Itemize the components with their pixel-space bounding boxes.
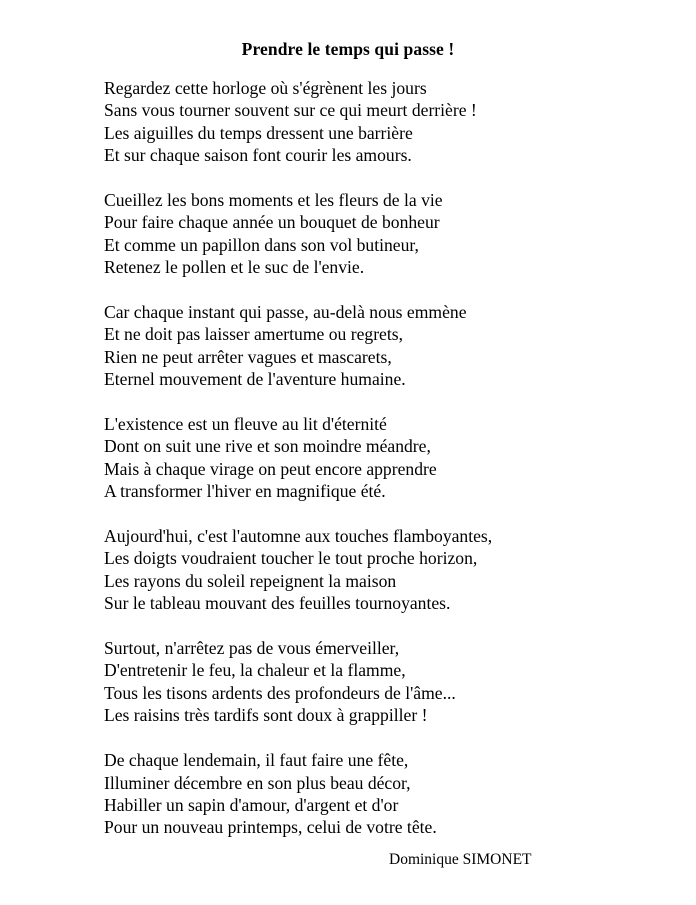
poem-line: Les rayons du soleil repeignent la maison — [104, 570, 397, 591]
poem-line: Et sur chaque saison font courir les amours. — [104, 145, 412, 166]
poem-line: Sans vous tourner souvent sur ce qui meurt derrière ! — [104, 100, 477, 121]
poem-line: Sur le tableau mouvant des feuilles tournoyantes. — [104, 593, 451, 614]
stanza — [104, 637, 624, 727]
poem-line: Tous les tisons ardents des profondeurs de l'âme... — [104, 682, 456, 703]
poem-line: Eternel mouvement de l'aventure humaine. — [104, 369, 406, 390]
poem-line: Les doigts voudraient toucher le tout proche horizon, — [104, 548, 478, 569]
poem-line: Pour faire chaque année un bouquet de bonheur — [104, 212, 440, 233]
poem-line: Les raisins très tardifs sont doux à grappiller ! — [104, 705, 428, 726]
poem-body — [104, 77, 624, 861]
stanza — [104, 77, 624, 167]
poem-line: L'existence est un fleuve au lit d'éternité — [104, 414, 387, 435]
poem-line: A transformer l'hiver en magnifique été. — [104, 481, 386, 502]
poem-line: Dont on suit une rive et son moindre méandre, — [104, 436, 431, 457]
poem-line: Regardez cette horloge où s'égrènent les jours — [104, 78, 427, 98]
stanza — [104, 189, 624, 279]
poem-line: Pour un nouveau printemps, celui de votre tête. — [104, 817, 437, 838]
poem-line: Rien ne peut arrêter vagues et mascarets, — [104, 346, 392, 367]
poem-line: Retenez le pollen et le suc de l'envie. — [104, 257, 365, 278]
poem-line: Surtout, n'arrêtez pas de vous émerveiller, — [104, 638, 400, 659]
stanza — [104, 525, 624, 615]
poem-line: Aujourd'hui, c'est l'automne aux touches flamboyantes, — [104, 526, 493, 547]
poem-title: Prendre le temps qui passe ! — [241, 39, 455, 59]
author-signature: Dominique SIMONET — [389, 851, 532, 868]
stanza — [104, 413, 624, 503]
poem-line: Les aiguilles du temps dressent une barrière — [104, 122, 413, 143]
stanza — [104, 301, 624, 391]
poem-line: De chaque lendemain, il faut faire une fête, — [104, 750, 409, 771]
poem-line: Et ne doit pas laisser amertume ou regrets, — [104, 324, 403, 345]
poem-line: Car chaque instant qui passe, au-delà nous emmène — [104, 302, 467, 323]
poem-line: D'entretenir le feu, la chaleur et la flamme, — [104, 660, 406, 681]
poem-line: Habiller un sapin d'amour, d'argent et d'or — [104, 794, 399, 815]
poem-line: Cueillez les bons moments et les fleurs de la vie — [104, 190, 443, 211]
poem-line: Mais à chaque virage on peut encore apprendre — [104, 458, 437, 479]
poem-line: Et comme un papillon dans son vol butineur, — [104, 234, 419, 255]
poem-line: Illuminer décembre en son plus beau décor, — [104, 772, 411, 793]
stanza — [104, 749, 624, 839]
